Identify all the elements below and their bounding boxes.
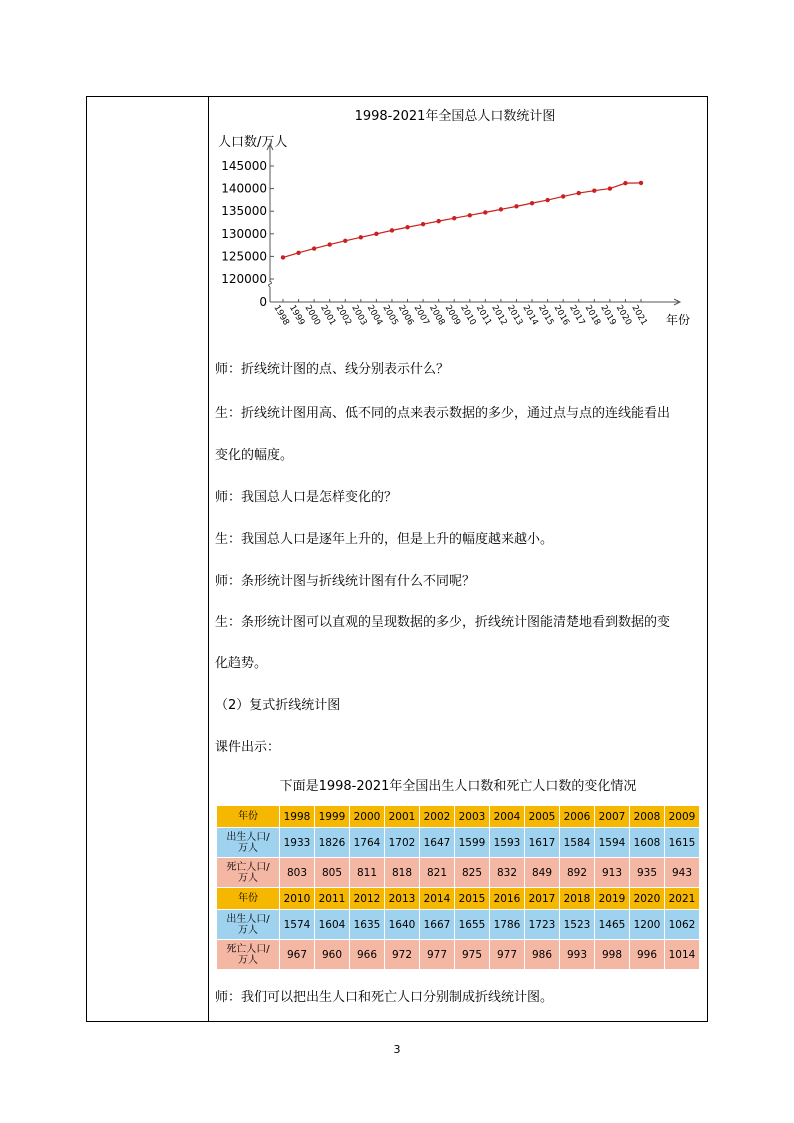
x-tick-label: 2013	[504, 303, 525, 328]
death-cell: 803	[280, 858, 315, 888]
death-label-line: 死亡人口/	[226, 861, 270, 873]
y-tick-label: 0	[259, 295, 267, 309]
year-cell: 2019	[595, 888, 630, 910]
x-tick-label: 2015	[536, 303, 556, 328]
y-tick-label: 120000	[221, 272, 267, 286]
table-title: 下面是1998-2021年全国出生人口数和死亡人口数的变化情况	[279, 779, 637, 794]
table-row	[217, 888, 700, 910]
x-tick-label: 2012	[489, 303, 509, 328]
x-tick-label: 2006	[395, 303, 416, 328]
year-label-cell: 年份	[217, 806, 280, 828]
death-cell: 960	[315, 940, 350, 970]
death-cell: 821	[420, 858, 455, 888]
x-tick-label: 2021	[629, 303, 649, 328]
data-point	[436, 219, 440, 223]
birth-label-cell	[217, 910, 280, 940]
year-cell: 2020	[630, 888, 665, 910]
birth-cell: 1465	[595, 910, 630, 940]
table-row	[217, 806, 700, 828]
data-point	[623, 181, 627, 185]
birth-cell: 1655	[455, 910, 490, 940]
dialogue-line: 生：条形统计图可以直观的呈现数据的多少，折线统计图能清楚地看到数据的变	[215, 615, 671, 630]
closing-line: 师：我们可以把出生人口和死亡人口分别制成折线统计图。	[215, 990, 554, 1005]
dialogue-line: 生：我国总人口是逐年上升的，但是上升的幅度越来越小。	[215, 532, 554, 547]
death-cell: 966	[350, 940, 385, 970]
death-label-unit: 万人	[238, 954, 258, 966]
x-tick-label: 2001	[318, 303, 338, 328]
death-cell: 967	[280, 940, 315, 970]
year-cell: 2009	[665, 806, 700, 828]
x-tick-label: 2000	[302, 303, 323, 328]
data-point	[483, 210, 487, 214]
death-cell: 805	[315, 858, 350, 888]
birth-cell: 1599	[455, 828, 490, 858]
birth-cell: 1574	[280, 910, 315, 940]
death-cell: 998	[595, 940, 630, 970]
death-cell: 913	[595, 858, 630, 888]
x-tick-label: 2019	[598, 303, 618, 328]
dialogue-line: 化趋势。	[215, 656, 268, 671]
birth-cell: 1635	[350, 910, 385, 940]
table-row	[217, 910, 700, 940]
year-cell: 2002	[420, 806, 455, 828]
population-data-table	[216, 805, 700, 970]
section-heading: （2）复式折线统计图	[215, 698, 341, 713]
series-line	[283, 183, 641, 258]
data-point	[281, 255, 285, 259]
x-tick-label: 2018	[582, 303, 603, 328]
year-cell: 2004	[490, 806, 525, 828]
birth-cell: 1826	[315, 828, 350, 858]
death-cell: 986	[525, 940, 560, 970]
data-point	[296, 251, 300, 255]
death-cell: 977	[420, 940, 455, 970]
data-point	[359, 235, 363, 239]
table-row	[217, 828, 700, 858]
year-cell: 2003	[455, 806, 490, 828]
table-row	[217, 858, 700, 888]
data-point	[499, 207, 503, 211]
dialogue-line: 师：折线统计图的点、线分别表示什么？	[215, 362, 450, 377]
year-cell: 2006	[560, 806, 595, 828]
birth-cell: 1523	[560, 910, 595, 940]
birth-cell: 1667	[420, 910, 455, 940]
birth-cell: 1608	[630, 828, 665, 858]
birth-cell: 1584	[560, 828, 595, 858]
death-cell: 892	[560, 858, 595, 888]
x-tick-label: 2010	[458, 303, 478, 328]
data-point	[421, 222, 425, 226]
x-tick-label: 1999	[286, 303, 307, 328]
death-cell: 943	[665, 858, 700, 888]
birth-cell: 1702	[385, 828, 420, 858]
data-point	[343, 239, 347, 243]
death-cell: 977	[490, 940, 525, 970]
x-tick-label: 2014	[520, 303, 540, 328]
birth-cell: 1640	[385, 910, 420, 940]
dialogue-line: 变化的幅度。	[215, 448, 294, 463]
death-cell: 818	[385, 858, 420, 888]
year-cell: 1999	[315, 806, 350, 828]
year-cell: 2008	[630, 806, 665, 828]
year-cell: 2001	[385, 806, 420, 828]
birth-cell: 1594	[595, 828, 630, 858]
birth-cell: 1615	[665, 828, 700, 858]
dialogue-line: 师：条形统计图与折线统计图有什么不同呢？	[215, 574, 476, 589]
birth-cell: 1786	[490, 910, 525, 940]
data-point	[561, 194, 565, 198]
x-tick-label: 2005	[380, 303, 400, 328]
death-cell: 811	[350, 858, 385, 888]
table-row	[217, 940, 700, 970]
data-point	[390, 228, 394, 232]
x-axis-label: 年份	[666, 313, 691, 327]
year-cell: 2012	[350, 888, 385, 910]
birth-label-line: 出生人口/	[226, 913, 270, 925]
x-tick-label: 2020	[613, 303, 634, 328]
chart-svg	[210, 104, 700, 344]
data-point	[374, 232, 378, 236]
y-axis-label: 人口数/万人	[218, 135, 288, 150]
x-tick-label: 2007	[411, 303, 431, 328]
dialogue-line: 师：我国总人口是怎样变化的？	[215, 490, 398, 505]
x-tick-label: 2016	[551, 303, 572, 328]
birth-cell: 1933	[280, 828, 315, 858]
year-cell: 2013	[385, 888, 420, 910]
year-cell: 2014	[420, 888, 455, 910]
y-tick-label: 125000	[221, 249, 267, 264]
x-tick-label: 2011	[473, 303, 494, 328]
data-point	[312, 246, 316, 250]
death-cell: 972	[385, 940, 420, 970]
birth-label-line: 出生人口/	[226, 831, 270, 843]
x-tick-label: 2008	[427, 303, 447, 328]
year-cell: 2011	[315, 888, 350, 910]
death-cell: 935	[630, 858, 665, 888]
x-tick-label: 2003	[349, 303, 369, 328]
x-tick-label: 2017	[567, 303, 587, 328]
death-cell: 996	[630, 940, 665, 970]
y-tick-label: 140000	[221, 181, 267, 196]
chart-title: 1998-2021年全国总人口数统计图	[354, 109, 556, 124]
year-cell: 2000	[350, 806, 385, 828]
y-tick-label: 145000	[221, 159, 267, 173]
death-cell: 832	[490, 858, 525, 888]
birth-cell: 1764	[350, 828, 385, 858]
data-point	[530, 201, 534, 205]
data-point	[468, 213, 472, 217]
data-point	[592, 188, 596, 192]
dialogue-line: 生：折线统计图用高、低不同的点来表示数据的多少，通过点与点的连线能看出	[215, 406, 671, 421]
dialogue-line: 课件出示：	[215, 740, 281, 755]
birth-cell: 1647	[420, 828, 455, 858]
y-tick-label: 135000	[221, 204, 267, 219]
death-label-line: 死亡人口/	[226, 943, 270, 955]
data-point	[327, 242, 331, 246]
data-point	[452, 216, 456, 220]
birth-cell: 1617	[525, 828, 560, 858]
death-cell: 993	[560, 940, 595, 970]
death-cell: 1014	[665, 940, 700, 970]
death-cell: 849	[525, 858, 560, 888]
year-cell: 2010	[280, 888, 315, 910]
birth-cell: 1062	[665, 910, 700, 940]
birth-label-unit: 万人	[238, 924, 258, 936]
year-label-cell: 年份	[217, 888, 280, 910]
y-tick-label: 130000	[221, 226, 267, 241]
data-point	[639, 181, 643, 185]
data-point	[577, 191, 581, 195]
x-tick-label: 2002	[333, 303, 354, 328]
year-cell: 2017	[525, 888, 560, 910]
birth-cell: 1200	[630, 910, 665, 940]
death-label-unit: 万人	[238, 872, 258, 884]
data-point	[514, 204, 518, 208]
birth-label-unit: 万人	[238, 842, 258, 854]
year-cell: 2005	[525, 806, 560, 828]
year-cell: 2015	[455, 888, 490, 910]
death-cell: 975	[455, 940, 490, 970]
page-number: 3	[393, 1043, 401, 1056]
birth-cell: 1723	[525, 910, 560, 940]
data-point	[405, 225, 409, 229]
x-tick-label: 2004	[364, 303, 385, 328]
year-cell: 2016	[490, 888, 525, 910]
year-cell: 2007	[595, 806, 630, 828]
death-label-cell	[217, 858, 280, 888]
birth-cell: 1604	[315, 910, 350, 940]
data-point	[608, 186, 612, 190]
death-label-cell	[217, 940, 280, 970]
year-cell: 2021	[665, 888, 700, 910]
column-divider	[208, 97, 209, 1021]
data-point	[545, 198, 549, 202]
x-tick-label: 2009	[442, 303, 463, 328]
population-line-chart	[210, 104, 700, 344]
birth-label-cell	[217, 828, 280, 858]
x-tick-label: 1998	[271, 303, 291, 328]
death-cell: 825	[455, 858, 490, 888]
birth-cell: 1593	[490, 828, 525, 858]
year-cell: 2018	[560, 888, 595, 910]
year-cell: 1998	[280, 806, 315, 828]
